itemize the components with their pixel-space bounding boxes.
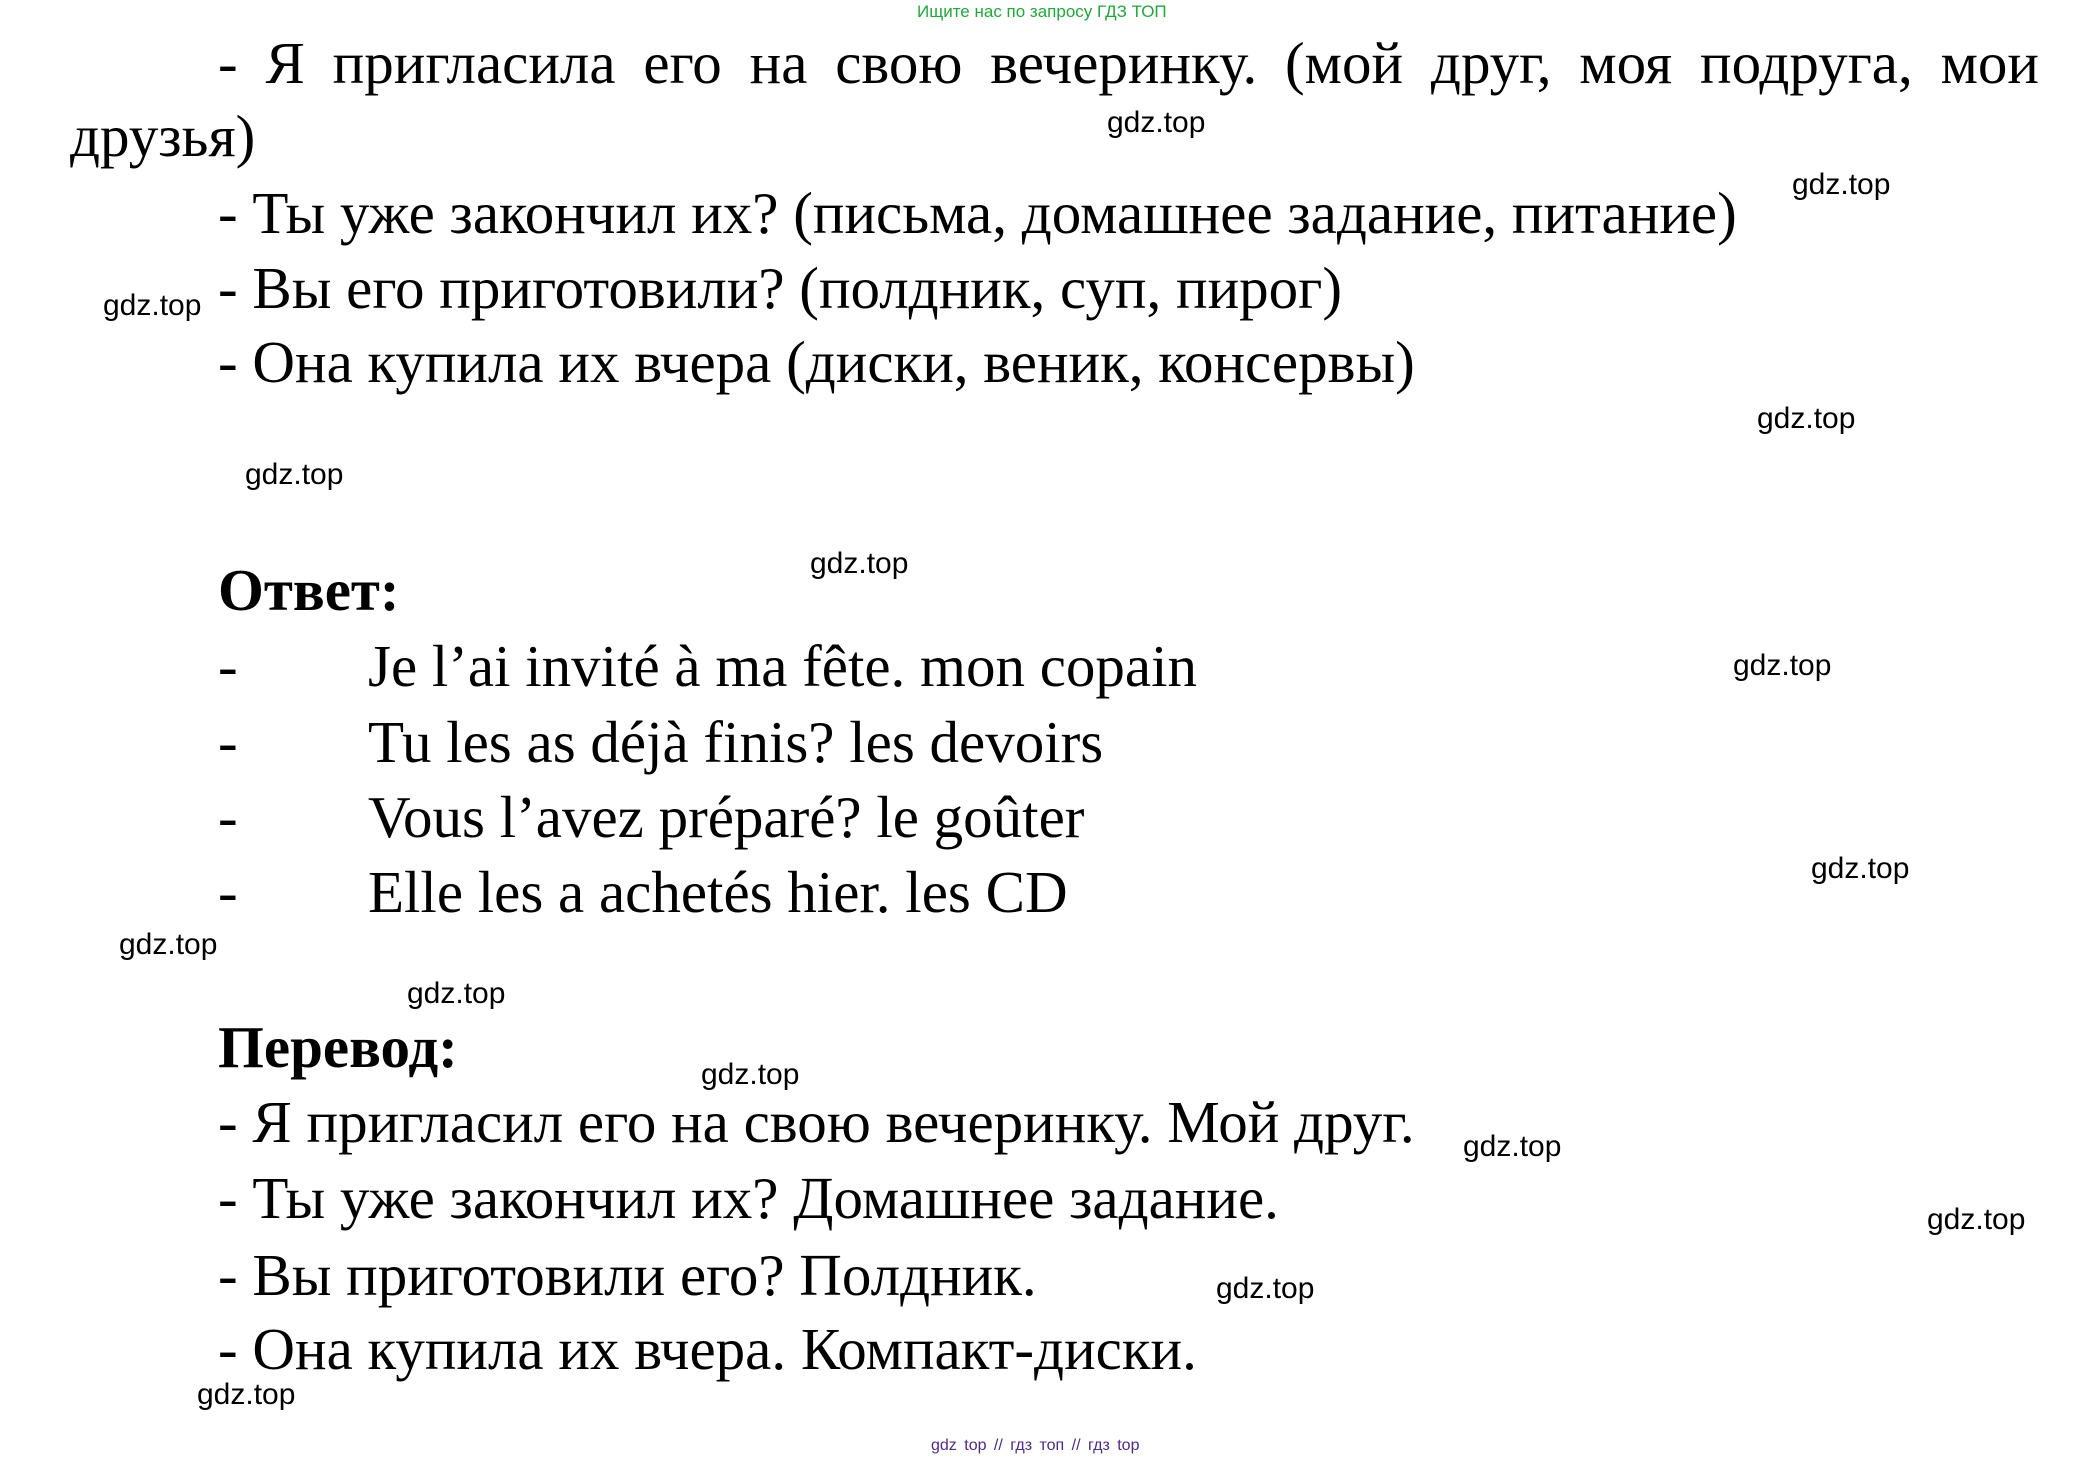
watermark-text: gdz.top <box>119 928 218 961</box>
answer-item-dash: - <box>218 784 238 850</box>
watermark-text: gdz.top <box>407 977 506 1010</box>
exercise-line-1-continued: друзья) <box>70 103 256 169</box>
watermark-text: gdz.top <box>1107 106 1206 139</box>
header-search-note: Ищите нас по запросу ГДЗ ТОП <box>917 2 1167 21</box>
answer-item-text: Vous l’avez préparé? le goûter <box>368 784 1085 850</box>
exercise-line-2: - Ты уже закончил их? (письма, домашнее задание, питание) <box>218 180 1737 246</box>
answer-heading: Ответ: <box>218 557 400 623</box>
watermark-text: gdz.top <box>810 547 909 580</box>
translation-line-3: - Вы приготовили его? Полдник. <box>218 1242 1037 1308</box>
translation-line-2: - Ты уже закончил их? Домашнее задание. <box>218 1165 1279 1231</box>
watermark-text: gdz.top <box>1216 1272 1315 1305</box>
footer-note: gdz top // гдз топ // гдз top <box>931 1437 1140 1454</box>
watermark-text: gdz.top <box>1811 852 1910 885</box>
answer-item-text: Elle les a achetés hier. les CD <box>368 859 1068 925</box>
watermark-text: gdz.top <box>701 1058 800 1091</box>
translation-line-4: - Она купила их вчера. Компакт-диски. <box>218 1316 1197 1382</box>
exercise-line-4: - Она купила их вчера (диски, веник, консервы) <box>218 329 1415 395</box>
watermark-text: gdz.top <box>245 458 344 491</box>
answer-item-text: Tu les as déjà finis? les devoirs <box>368 709 1104 775</box>
watermark-text: gdz.top <box>1757 402 1856 435</box>
watermark-text: gdz.top <box>1792 168 1891 201</box>
exercise-line-3: - Вы его приготовили? (полдник, суп, пирог) <box>218 255 1342 321</box>
translation-heading: Перевод: <box>218 1014 458 1080</box>
answer-item-text: Je l’ai invité à ma fête. mon copain <box>368 633 1197 699</box>
watermark-text: gdz.top <box>197 1378 296 1411</box>
answer-item-dash: - <box>218 859 238 925</box>
exercise-line-1: - Я пригласила его на свою вечеринку. (мой друг, моя подруга, мои <box>218 30 2039 96</box>
watermark-text: gdz.top <box>1927 1203 2026 1236</box>
translation-line-1: - Я пригласил его на свою вечеринку. Мой друг. <box>218 1089 1415 1155</box>
watermark-text: gdz.top <box>1463 1130 1562 1163</box>
watermark-text: gdz.top <box>103 289 202 322</box>
answer-item-dash: - <box>218 633 238 699</box>
answer-item-dash: - <box>218 709 238 775</box>
watermark-text: gdz.top <box>1733 649 1832 682</box>
